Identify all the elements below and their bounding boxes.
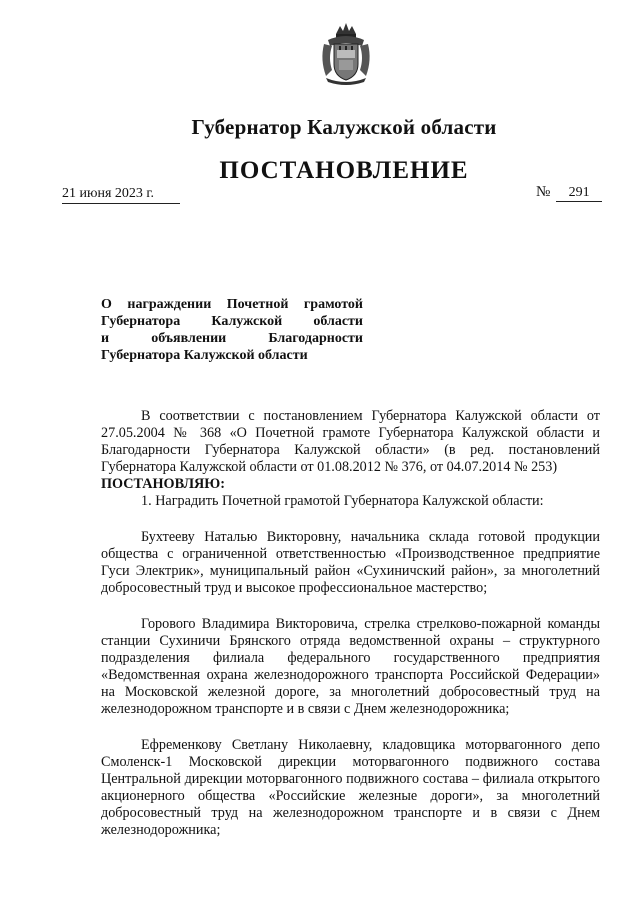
- document-subject: [101, 296, 363, 364]
- document-type-title: ПОСТАНОВЛЕНИЕ: [219, 157, 469, 184]
- decree-word: ПОСТАНОВЛЯЮ:: [101, 476, 226, 492]
- item-1-paragraph: 1. Наградить Почетной грамотой Губернатора Калужской области:: [141, 493, 544, 509]
- issuing-authority: Губернатор Калужской области: [191, 115, 497, 139]
- document-date: 21 июня 2023 г.: [62, 186, 180, 204]
- subject-line: Губернатора Калужской области: [101, 314, 363, 329]
- document-body: [101, 408, 600, 839]
- subject-line: Губернатора Калужской области: [101, 348, 308, 363]
- subject-line: О награждении Почетной грамотой: [101, 297, 363, 312]
- awardee-paragraph: Горового Владимира Викторовича, стрелка стрелково-пожарной команды станции Сухиничи Брянского отряда ведомственной охраны – структурного подразделения филиала федерального государственного предприятия «Ведомственная охрана железнодорожного транспорта Российской Федерации» на Московской железной дороге, за многолетний добросовестный труд на железнодорожном транспорте и в связи с Днем железнодорожника;: [101, 616, 600, 717]
- document-number: 291: [556, 185, 602, 202]
- coat-of-arms-icon: [318, 20, 374, 86]
- document-number-block: [536, 184, 602, 202]
- awardee-paragraph: Бухтееву Наталью Викторовну, начальника склада готовой продукции общества с ограниченной ответственностью «Производственное предприятие Гуси Электрик», муниципальный район «Сухиничский район», за многолетний добросовестный труд и высокое профессиональное мастерство;: [101, 529, 600, 596]
- preamble-paragraph: В соответствии с постановлением Губернатора Калужской области от 27.05.2004 № 368 «О Почетной грамоте Губернатора Калужской области и Благодарности Губернатора Калужской области» (в ред. постановлений Губернатора Калужской области от 01.08.2012 № 376, от 04.07.2014 № 253): [101, 408, 600, 475]
- awardee-paragraph: Ефременкову Светлану Николаевну, кладовщика моторвагонного депо Смоленск-1 Московской дирекции моторвагонного подвижного состава Центральной дирекции моторвагонного подвижного состава – филиала открытого акционерного общества «Российские железные дороги», за многолетний добросовестный труд на железнодорожном транспорте и в связи с Днем железнодорожника;: [101, 737, 600, 838]
- subject-line: и объявлении Благодарности: [101, 331, 363, 346]
- number-label: №: [536, 184, 551, 200]
